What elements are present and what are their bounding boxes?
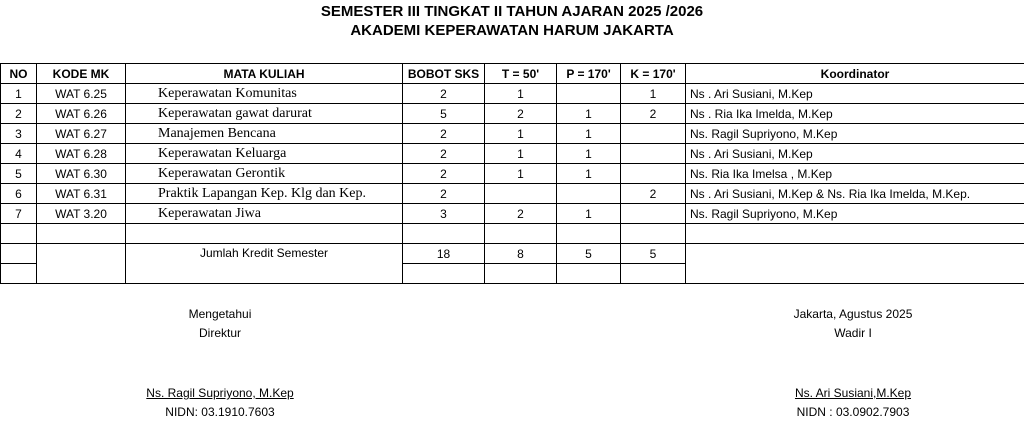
row-no: 6 (1, 184, 37, 204)
row-t: 1 (485, 164, 557, 184)
left-signature-block (150, 307, 290, 341)
col-header-p: P = 170' (557, 64, 621, 84)
row-t (485, 184, 557, 204)
row-kode: WAT 6.28 (37, 144, 126, 164)
row-p: 1 (557, 104, 621, 124)
total-p: 5 (557, 244, 621, 264)
row-no: 4 (1, 144, 37, 164)
table-row (1, 164, 1024, 184)
row-koordinator: Ns. Ragil Supriyono, M.Kep (686, 204, 1024, 224)
row-mata-kuliah: Keperawatan Komunitas (126, 84, 403, 104)
row-p: 1 (557, 204, 621, 224)
right-sig-name: Ns. Ari Susiani,M.Kep (794, 386, 912, 400)
col-header-t: T = 50' (485, 64, 557, 84)
row-p: 1 (557, 144, 621, 164)
right-sig-line1: Jakarta, Agustus 2025 (793, 307, 913, 321)
total-t: 8 (485, 244, 557, 264)
row-sks: 2 (403, 84, 485, 104)
row-koordinator: Ns . Ari Susiani, M.Kep (686, 144, 1024, 164)
col-header-bobot-sks: BOBOT SKS (403, 64, 485, 84)
institution-title: AKADEMI KEPERAWATAN HARUM JAKARTA (350, 22, 674, 39)
left-sig-name: Ns. Ragil Supriyono, M.Kep (146, 386, 294, 400)
empty-row (1, 224, 1024, 244)
row-kode: WAT 6.27 (37, 124, 126, 144)
row-no: 7 (1, 204, 37, 224)
row-k: 2 (621, 104, 686, 124)
col-header-k: K = 170' (621, 64, 686, 84)
right-signatory (763, 386, 943, 420)
col-header-koordinator: Koordinator (686, 64, 1024, 84)
table-row (1, 84, 1024, 104)
row-mata-kuliah: Keperawatan Keluarga (126, 144, 403, 164)
row-p (557, 184, 621, 204)
table-row (1, 104, 1024, 124)
left-sig-id: NIDN: 03.1910.7603 (165, 405, 275, 419)
row-mata-kuliah: Praktik Lapangan Kep. Klg dan Kep. (126, 184, 403, 204)
row-k (621, 124, 686, 144)
document-title: SEMESTER III TINGKAT II TAHUN AJARAN 2025 /2026 (320, 3, 704, 20)
row-p (557, 84, 621, 104)
table-row (1, 204, 1024, 224)
row-koordinator: Ns. Ria Ika Imelsa , M.Kep (686, 164, 1024, 184)
row-k (621, 204, 686, 224)
left-sig-line1: Mengetahui (188, 307, 252, 321)
row-mata-kuliah: Keperawatan Gerontik (126, 164, 403, 184)
row-kode: WAT 6.26 (37, 104, 126, 124)
row-k: 1 (621, 84, 686, 104)
table-row (1, 124, 1024, 144)
row-mata-kuliah: Keperawatan gawat darurat (126, 104, 403, 124)
row-t: 1 (485, 144, 557, 164)
total-row (1, 244, 1024, 264)
course-schedule-table (0, 63, 1024, 284)
total-k: 5 (621, 244, 686, 264)
row-k (621, 144, 686, 164)
table-header-row (1, 64, 1024, 84)
total-label: Jumlah Kredit Semester (126, 244, 403, 284)
row-no: 1 (1, 84, 37, 104)
row-t: 1 (485, 124, 557, 144)
row-kode: WAT 6.25 (37, 84, 126, 104)
row-sks: 2 (403, 164, 485, 184)
row-t: 2 (485, 204, 557, 224)
row-koordinator: Ns . Ari Susiani, M.Kep (686, 84, 1024, 104)
right-sig-line2: Wadir I (834, 326, 872, 340)
left-signatory (120, 386, 320, 420)
row-koordinator: Ns. Ragil Supriyono, M.Kep (686, 124, 1024, 144)
col-header-kode: KODE MK (37, 64, 126, 84)
row-mata-kuliah: Manajemen Bencana (126, 124, 403, 144)
total-sks: 18 (403, 244, 485, 264)
row-kode: WAT 3.20 (37, 204, 126, 224)
col-header-no: NO (1, 64, 37, 84)
row-kode: WAT 6.31 (37, 184, 126, 204)
right-signature-block (773, 307, 933, 341)
row-koordinator: Ns . Ria Ika Imelda, M.Kep (686, 104, 1024, 124)
row-koordinator: Ns . Ari Susiani, M.Kep & Ns. Ria Ika Imelda, M.Kep. (686, 184, 1024, 204)
row-kode: WAT 6.30 (37, 164, 126, 184)
row-no: 5 (1, 164, 37, 184)
table-row (1, 184, 1024, 204)
left-sig-line2: Direktur (198, 326, 241, 340)
row-k (621, 164, 686, 184)
row-mata-kuliah: Keperawatan Jiwa (126, 204, 403, 224)
row-sks: 3 (403, 204, 485, 224)
row-t: 2 (485, 104, 557, 124)
col-header-mata-kuliah: MATA KULIAH (126, 64, 403, 84)
right-sig-id: NIDN : 03.0902.7903 (796, 405, 910, 419)
row-sks: 2 (403, 124, 485, 144)
row-sks: 2 (403, 144, 485, 164)
row-no: 3 (1, 124, 37, 144)
row-t: 1 (485, 84, 557, 104)
row-sks: 5 (403, 104, 485, 124)
table-row (1, 144, 1024, 164)
row-p: 1 (557, 164, 621, 184)
row-k: 2 (621, 184, 686, 204)
row-no: 2 (1, 104, 37, 124)
row-sks: 2 (403, 184, 485, 204)
row-p: 1 (557, 124, 621, 144)
